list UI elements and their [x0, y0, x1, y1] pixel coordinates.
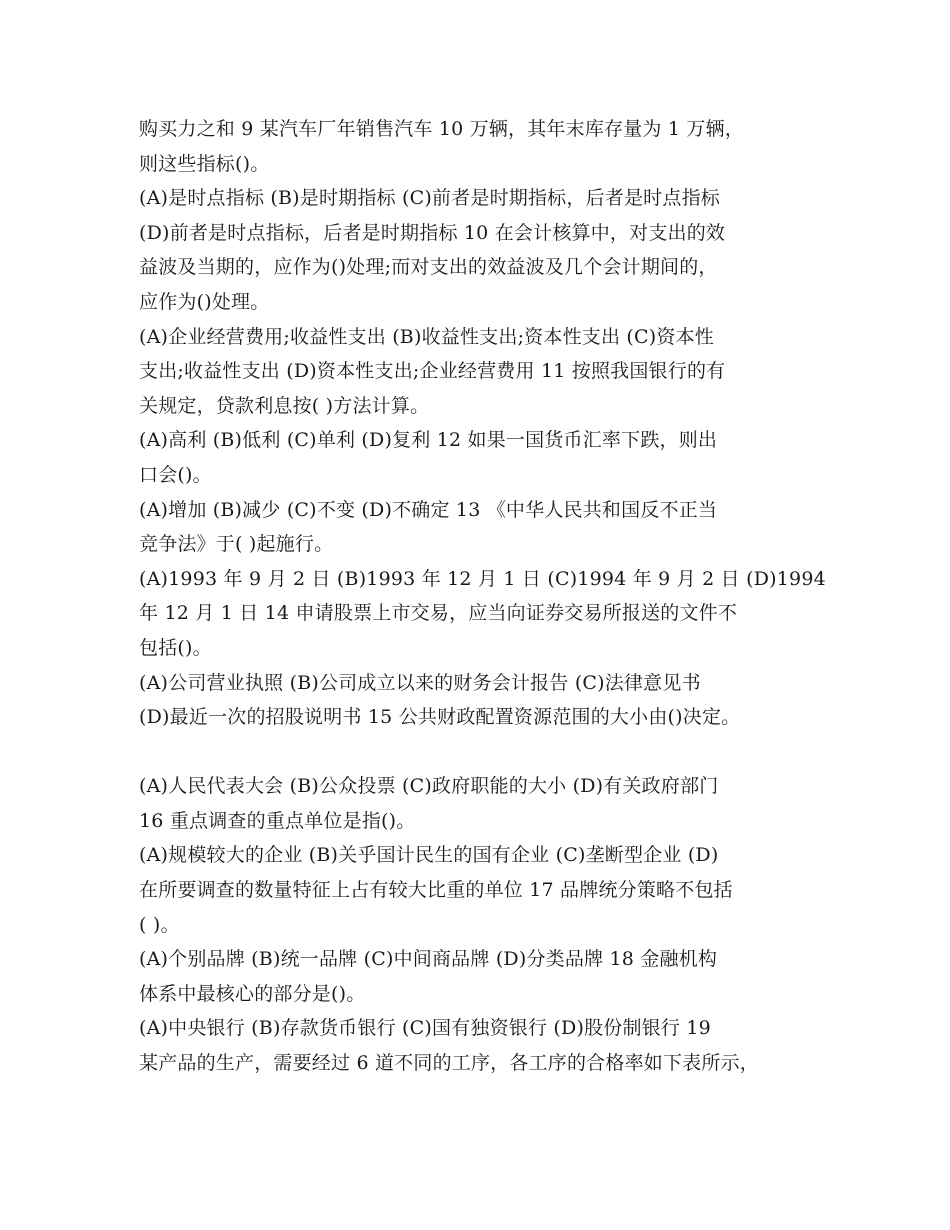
text-line: 益波及当期的，应作为()处理;而对支出的效益波及几个会计期间的，	[139, 256, 718, 279]
text-line: (A)增加 (B)减少 (C)不变 (D)不确定 13 《中华人民共和国反不正当	[139, 498, 718, 521]
text-line: 竞争法》于( )起施行。	[139, 533, 334, 556]
text-line: 某产品的生产，需要经过 6 道不同的工序，各工序的合格率如下表所示，	[139, 1052, 759, 1075]
text-line: (A)个别品牌 (B)统一品牌 (C)中间商品牌 (D)分类品牌 18 金融机构	[139, 948, 718, 971]
text-line: (A)中央银行 (B)存款货币银行 (C)国有独资银行 (D)股份制银行 19	[139, 1017, 711, 1040]
text-line: 16 重点调查的重点单位是指()。	[139, 809, 416, 832]
text-line: (A)高利 (B)低利 (C)单利 (D)复利 12 如果一国货币汇率下跌，则出	[139, 429, 718, 452]
document-body	[139, 112, 839, 1081]
text-line: (A)是时点指标 (B)是时期指标 (C)前者是时期指标，后者是时点指标	[139, 187, 720, 210]
text-line: 应作为()处理。	[139, 290, 270, 313]
paragraph-gap	[139, 735, 839, 770]
text-line: 关规定，贷款利息按( )方法计算。	[139, 394, 430, 417]
text-line: 体系中最核心的部分是()。	[139, 982, 366, 1005]
text-line: 在所要调查的数量特征上占有较大比重的单位 17 品牌统分策略不包括	[139, 879, 733, 902]
text-line: (A)规模较大的企业 (B)关乎国计民生的国有企业 (C)垄断型企业 (D)	[139, 844, 719, 867]
text-line: 则这些指标()。	[139, 152, 270, 175]
text-line: ( )。	[139, 913, 180, 936]
text-line: 年 12 月 1 日 14 申请股票上市交易，应当向证券交易所报送的文件不	[139, 602, 738, 625]
text-line: (D)前者是时点指标，后者是时期指标 10 在会计核算中，对支出的效	[139, 221, 726, 244]
text-line: 口会()。	[139, 463, 212, 486]
text-line: 购买力之和 9 某汽车厂年销售汽车 10 万辆，其年末库存量为 1 万辆，	[139, 118, 744, 140]
text-line: (A)1993 年 9 月 2 日 (B)1993 年 12 月 1 日 (C)1994 年 9 月 2 日 (D)1994	[139, 567, 826, 590]
text-line: (A)企业经营费用;收益性支出 (B)收益性支出;资本性支出 (C)资本性	[139, 325, 714, 348]
text-line: 支出;收益性支出 (D)资本性支出;企业经营费用 11 按照我国银行的有	[139, 360, 726, 383]
text-line: (D)最近一次的招股说明书 15 公共财政配置资源范围的大小由()决定。	[139, 706, 741, 729]
text-line: (A)人民代表大会 (B)公众投票 (C)政府职能的大小 (D)有关政府部门	[139, 775, 719, 798]
text-line: 包括()。	[139, 636, 212, 659]
text-line: (A)公司营业执照 (B)公司成立以来的财务会计报告 (C)法律意见书	[139, 671, 701, 694]
